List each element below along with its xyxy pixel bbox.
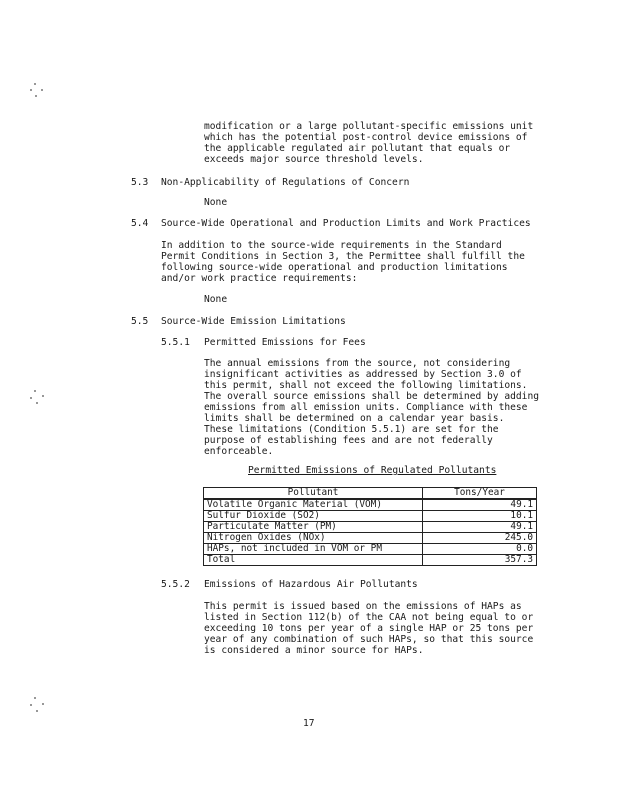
table-row [204, 499, 537, 511]
punch-hole-mark-top [30, 83, 44, 99]
section-5-5-title: Source-Wide Emission Limitations [161, 316, 346, 327]
table-cell-pollutant: Particulate Matter (PM) [204, 522, 423, 533]
table-row [204, 533, 537, 544]
emissions-table [203, 487, 537, 566]
section-5-3-title: Non-Applicability of Regulations of Concern [161, 177, 410, 188]
section-5-4-title: Source-Wide Operational and Production Limits and Work Practices [161, 218, 531, 229]
table-cell-pollutant: HAPs, not included in VOM or PM [204, 544, 423, 555]
section-5-4-body: In addition to the source-wide requirements in the Standard Permit Conditions in Section 3, the Permittee shall fulfill the following source-wide operational and production limitations and/or work practice requirements: [161, 240, 525, 284]
section-5-5-2-number: 5.5.2 [161, 579, 190, 590]
section-5-5-2-body: This permit is issued based on the emissions of HAPs as listed in Section 112(b) of the CAA not being equal to or exceeding 10 tons per year of a single HAP or 25 tons per year of any combination of such HAPs, so that this source is considered a minor source for HAPs. [204, 601, 534, 656]
section-5-5-1-body: The annual emissions from the source, not considering insignificant activities as addressed by Section 3.0 of this permit, shall not exceed the following limitations. The overall source emissions shall be determined by adding emissions from all emission units. Compliance with these limits shall be determined on a calendar year basis. These limitations (Condition 5.5.1) are set for the purpose of establishing fees and are not federally enforceable. [204, 358, 540, 457]
section-5-5-2-title: Emissions of Hazardous Air Pollutants [204, 579, 418, 590]
table-row [204, 511, 537, 522]
section-5-5-number: 5.5 [131, 316, 149, 327]
punch-hole-mark-bottom [30, 697, 44, 713]
table-header-tons-per-year: Tons/Year [423, 488, 537, 500]
table-cell-value: 0.0 [423, 544, 537, 555]
table-row [204, 522, 537, 533]
table-cell-value: 49.1 [423, 499, 537, 511]
table-header-row [204, 488, 537, 500]
table-cell-value: 49.1 [423, 522, 537, 533]
section-5-5-1-title: Permitted Emissions for Fees [204, 337, 366, 348]
intro-paragraph: modification or a large pollutant-specific emissions unit which has the potential post-control device emissions of the applicable regulated air pollutant that equals or exceeds major source threshold levels. [204, 121, 534, 165]
table-row [204, 544, 537, 555]
table-cell-value: 245.0 [423, 533, 537, 544]
table-row-total [204, 555, 537, 566]
page-number: 17 [303, 718, 315, 729]
table-cell-pollutant: Total [204, 555, 423, 566]
table-cell-value: 10.1 [423, 511, 537, 522]
punch-hole-mark-middle [30, 390, 44, 406]
table-cell-pollutant: Nitrogen Oxides (NOx) [204, 533, 423, 544]
section-5-5-1-number: 5.5.1 [161, 337, 190, 348]
table-header-pollutant: Pollutant [204, 488, 423, 500]
section-5-3-body: None [204, 197, 228, 208]
table-cell-value: 357.3 [423, 555, 537, 566]
section-5-4-none: None [204, 294, 228, 305]
table-cell-pollutant: Volatile Organic Material (VOM) [204, 499, 423, 511]
section-5-3-number: 5.3 [131, 177, 149, 188]
table-cell-pollutant: Sulfur Dioxide (SO2) [204, 511, 423, 522]
section-5-4-number: 5.4 [131, 218, 149, 229]
table-title: Permitted Emissions of Regulated Pollutants [248, 465, 497, 476]
